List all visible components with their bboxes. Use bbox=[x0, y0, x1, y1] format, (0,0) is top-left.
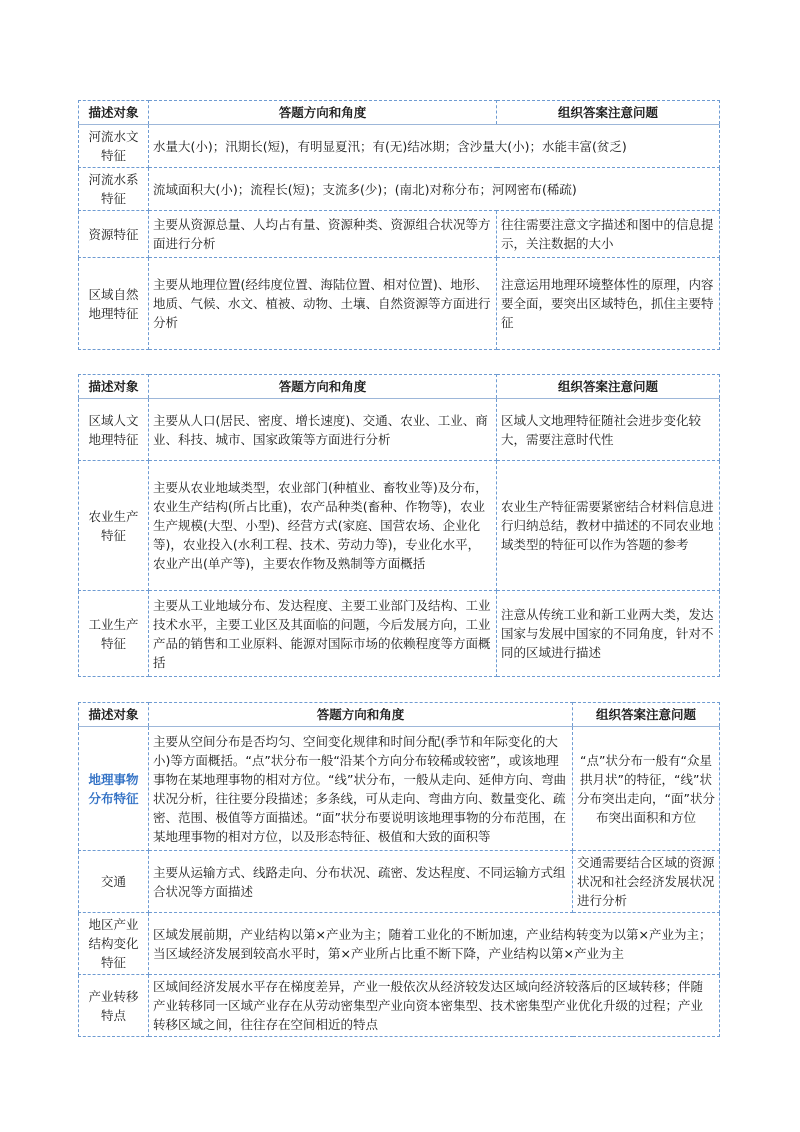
header-direction: 答题方向和角度 bbox=[149, 703, 573, 727]
header-object: 描述对象 bbox=[79, 703, 149, 727]
row-direction: 主要从地理位置(经纬度位置、海陆位置、相对位置)、地形、地质、气候、水文、植被、动物、土壤、自然资源等方面进行分析 bbox=[149, 258, 497, 350]
row-notes: 农业生产特征需要紧密结合材料信息进行归纳总结，教材中描述的不同农业地域类型的特征可以作为答题的参考 bbox=[497, 461, 720, 591]
table-row bbox=[79, 168, 720, 211]
header-notes: 组织答案注意问题 bbox=[573, 703, 720, 727]
row-notes: 注意运用地理环境整体性的原理，内容要全面，要突出区域特色，抓住主要特征 bbox=[497, 258, 720, 350]
header-object: 描述对象 bbox=[79, 101, 149, 125]
table-row bbox=[79, 399, 720, 461]
row-notes: 交通需要结合区域的资源状况和社会经济发展状况进行分析 bbox=[573, 851, 720, 913]
table-row bbox=[79, 727, 720, 851]
row-direction: 主要从运输方式、线路走向、分布状况、疏密、发达程度、不同运输方式组合状况等方面描述 bbox=[149, 851, 573, 913]
header-direction: 答题方向和角度 bbox=[149, 375, 497, 399]
table-row bbox=[79, 851, 720, 913]
row-direction: 流域面积大(小)；流程长(短)；支流多(少)；(南北)对称分布；河网密布(稀疏) bbox=[149, 168, 720, 211]
row-direction: 水量大(小)；汛期长(短)，有明显夏汛；有(无)结冰期；含沙量大(小)；水能丰富(贫乏) bbox=[149, 125, 720, 168]
header-direction: 答题方向和角度 bbox=[149, 101, 497, 125]
row-object: 工业生产特征 bbox=[79, 591, 149, 677]
table-row bbox=[79, 461, 720, 591]
header-notes: 组织答案注意问题 bbox=[497, 101, 720, 125]
row-object: 产业转移特点 bbox=[79, 975, 149, 1037]
row-direction: 区域发展前期，产业结构以第×产业为主；随着工业化的不断加速，产业结构转变为以第×产业为主；当区域经济发展到较高水平时，第×产业所占比重不断下降，产业结构以第×产业为主 bbox=[149, 913, 720, 975]
row-object: 区域自然地理特征 bbox=[79, 258, 149, 350]
table-row bbox=[79, 125, 720, 168]
table-row bbox=[79, 258, 720, 350]
header-notes: 组织答案注意问题 bbox=[497, 375, 720, 399]
table-human-features bbox=[78, 374, 720, 677]
header-object: 描述对象 bbox=[79, 375, 149, 399]
row-direction: 主要从工业地域分布、发达程度、主要工业部门及结构、工业技术水平，主要工业区及其面临的问题，今后发展方向，工业产品的销售和工业原料、能源对国际市场的依赖程度等方面概括 bbox=[149, 591, 497, 677]
row-object: 河流水系特征 bbox=[79, 168, 149, 211]
table-row bbox=[79, 975, 720, 1037]
table-distribution-features bbox=[78, 702, 720, 1037]
row-direction: 区域间经济发展水平存在梯度差异，产业一般依次从经济较发达区域向经济较落后的区域转移；伴随产业转移同一区域产业存在从劳动密集型产业向资本密集型、技术密集型产业优化升级的过程；产业转移区域之间，往往存在空间相近的特点 bbox=[149, 975, 720, 1037]
table-row bbox=[79, 913, 720, 975]
table-row bbox=[79, 211, 720, 258]
row-direction: 主要从空间分布是否均匀、空间变化规律和时间分配(季节和年际变化的大小)等方面概括。“点”状分布一般“沿某个方向分布较稀或较密”，或该地理事物在某地理事物的相对方位。“线”状分布，一般从走向、延伸方向、弯曲状况分析，往往要分段描述；多条线，可从走向、弯曲方向、数量变化、疏密、范围、极值等方面描述。“面”状分布要说明该地理事物的分布范围，在某地理事物的相对方位，以及形态特征、极值和大致的面积等 bbox=[149, 727, 573, 851]
table-natural-features bbox=[78, 100, 720, 350]
row-notes: 注意从传统工业和新工业两大类，发达国家与发展中国家的不同角度，针对不同的区域进行描述 bbox=[497, 591, 720, 677]
row-notes: “点”状分布一般有“众星拱月状”的特征，“线”状分布突出走向，“面”状分布突出面积和方位 bbox=[573, 727, 720, 851]
row-object: 资源特征 bbox=[79, 211, 149, 258]
row-notes: 区域人文地理特征随社会进步变化较大，需要注意时代性 bbox=[497, 399, 720, 461]
row-object: 地区产业结构变化特征 bbox=[79, 913, 149, 975]
row-object: 河流水文特征 bbox=[79, 125, 149, 168]
row-object: 区域人文地理特征 bbox=[79, 399, 149, 461]
table-row bbox=[79, 591, 720, 677]
row-object: 交通 bbox=[79, 851, 149, 913]
row-direction: 主要从农业地域类型，农业部门(种植业、畜牧业等)及分布，农业生产结构(所占比重)，农产品种类(畜种、作物等)，农业生产规模(大型、小型)、经营方式(家庭、国营农场、企业化等)，农业投入(水利工程、技术、劳动力等)，专业化水平，农业产出(单产等)，主要农作物及熟制等方面概括 bbox=[149, 461, 497, 591]
row-direction: 主要从人口(居民、密度、增长速度)、交通、农业、工业、商业、科技、城市、国家政策等方面进行分析 bbox=[149, 399, 497, 461]
row-object: 地理事物分布特征 bbox=[79, 727, 149, 851]
row-direction: 主要从资源总量、人均占有量、资源种类、资源组合状况等方面进行分析 bbox=[149, 211, 497, 258]
row-object: 农业生产特征 bbox=[79, 461, 149, 591]
row-notes: 往往需要注意文字描述和图中的信息提示，关注数据的大小 bbox=[497, 211, 720, 258]
